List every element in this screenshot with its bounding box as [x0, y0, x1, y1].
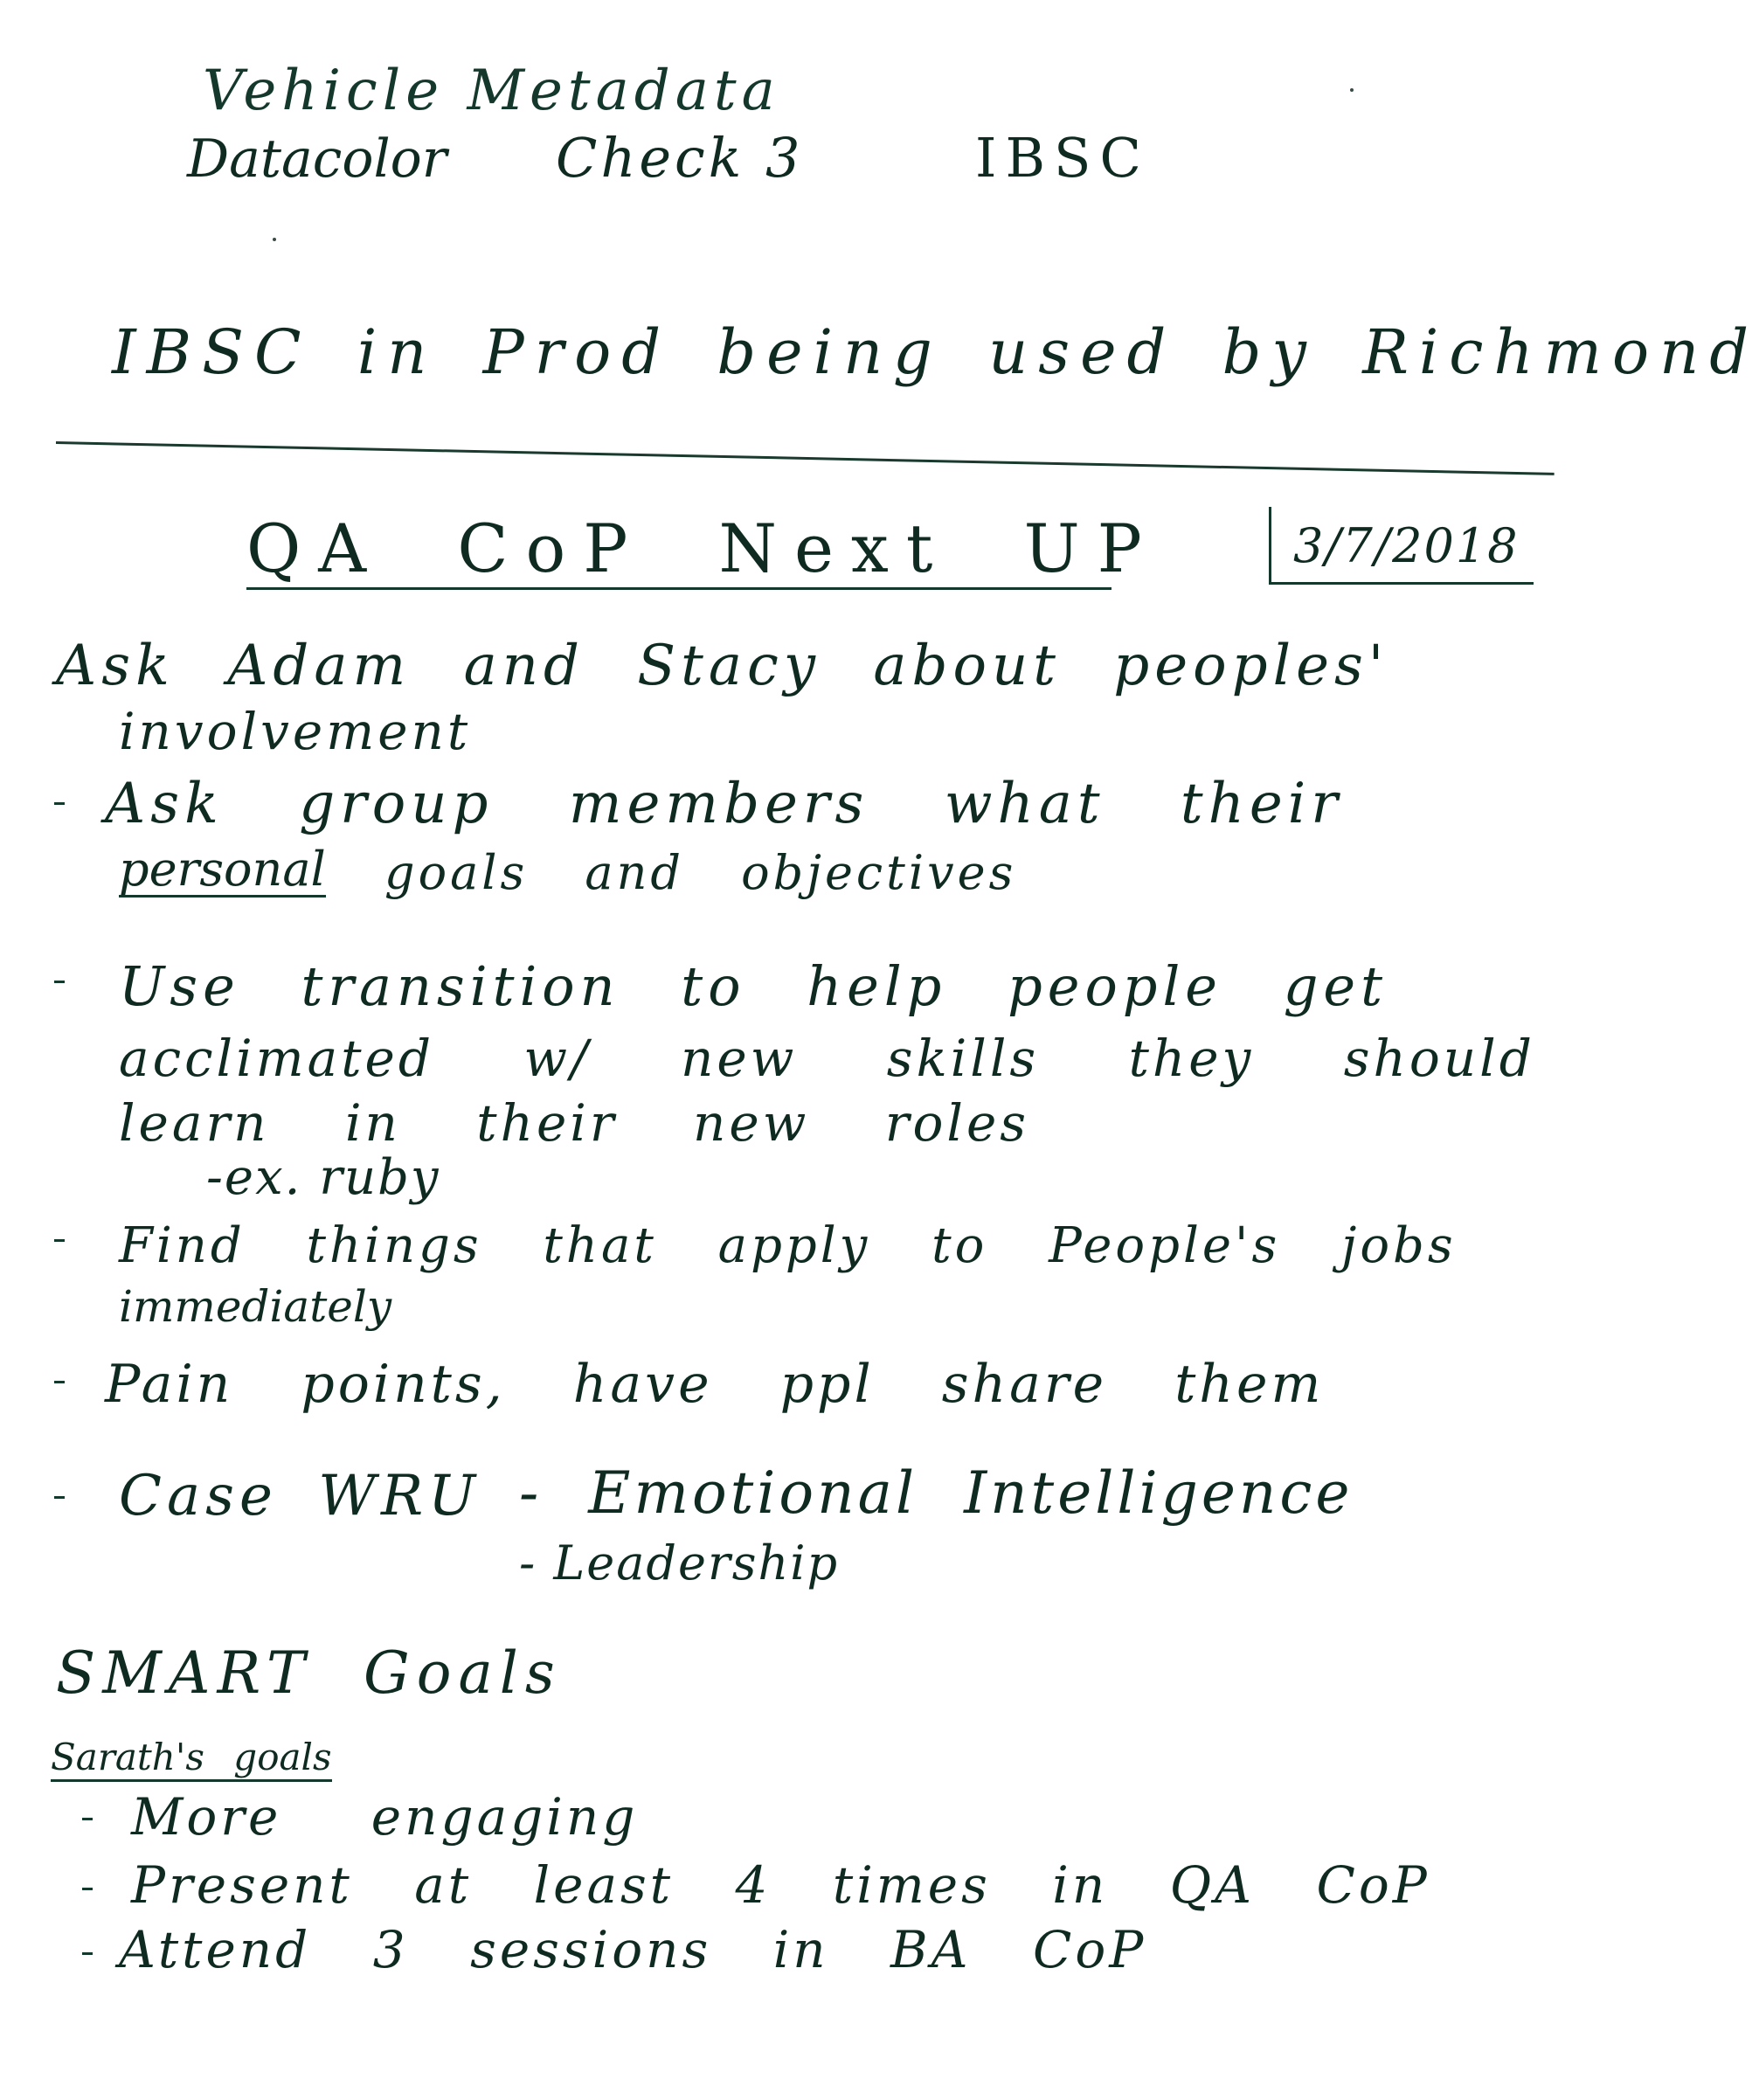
status-line: IBSC in Prod being used by Richmond [112, 316, 1759, 388]
smart-title: SMART Goals [56, 1639, 562, 1707]
header-line1: Vehicle Metadata [203, 59, 780, 123]
header-ibsc-tag: IBSC [975, 126, 1150, 190]
note-transition-line1: Use transition to help people get [119, 954, 1388, 1018]
section-divider [56, 441, 1555, 475]
note-ask-group-personal: personal [119, 842, 326, 897]
note-dash [54, 1496, 65, 1499]
goal-dash [82, 1952, 93, 1955]
smart-subtitle: Sarath's goals [51, 1739, 332, 1782]
header-datacolor: Datacolor [187, 128, 447, 190]
note-transition-line2: acclimated w/ new skills they should [119, 1029, 1535, 1088]
note-ask-adam-line1: Ask Adam and Stacy about peoples' [56, 634, 1389, 698]
note-dash [54, 802, 65, 805]
note-pain: Pain points, have ppl share them [105, 1354, 1325, 1415]
note-find-line2: immediately [119, 1281, 392, 1332]
note-ask-adam-line2: involvement [119, 702, 472, 761]
goal-dash [82, 1818, 93, 1820]
header-check: Check 3 [556, 126, 804, 190]
note-ask-group-line1: Ask group members what their [105, 772, 1343, 836]
note-ask-group-line2: goals and objectives [384, 845, 1017, 900]
smart-goal-1: More engaging [131, 1787, 639, 1847]
note-transition-line3: learn in their new roles [119, 1093, 1030, 1153]
section-title: QA CoP Next UP [246, 516, 1111, 590]
paper-speck [1350, 88, 1354, 92]
paper-speck [273, 238, 276, 241]
note-case-sub1: - Emotional Intelligence [519, 1459, 1354, 1527]
goal-dash [82, 1888, 93, 1890]
note-find-line1: Find things that apply to People's jobs [119, 1217, 1457, 1274]
note-dash [54, 981, 65, 983]
note-case-sub2: - Leadership [519, 1535, 840, 1591]
section-date: 3/7/2018 [1293, 518, 1520, 573]
note-dash [54, 1381, 65, 1383]
smart-goal-3: Attend 3 sessions in BA CoP [119, 1920, 1147, 1979]
smart-goal-2: Present at least 4 times in QA CoP [131, 1855, 1430, 1915]
note-transition-sub: -ex. ruby [206, 1149, 440, 1206]
note-dash [54, 1239, 65, 1242]
note-case: Case WRU [119, 1464, 481, 1528]
